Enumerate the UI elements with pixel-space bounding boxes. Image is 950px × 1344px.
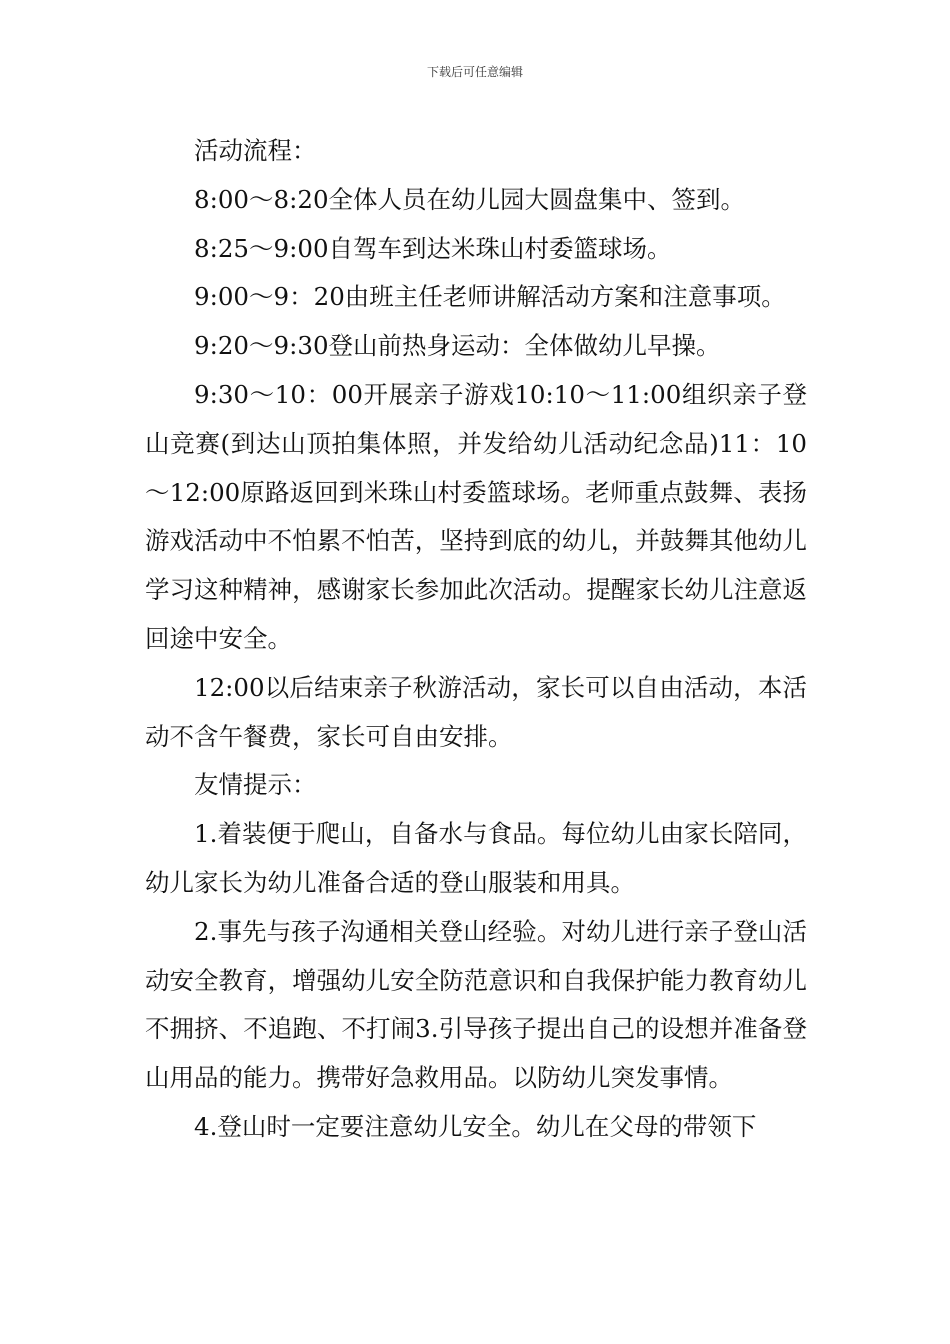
document-body: [145, 127, 807, 1152]
paragraph-schedule-item: 9:30～10：00开展亲子游戏10:10～11:00组织亲子登山竞赛(到达山顶拍集体照，并发给幼儿活动纪念品)11：10～12:00原路返回到米珠山村委篮球场。老师重点鼓舞、表扬游戏活动中不怕累不怕苦，坚持到底的幼儿，并鼓舞其他幼儿学习这种精神，感谢家长参加此次活动。提醒家长幼儿注意返回途中安全。: [145, 379, 807, 653]
paragraph-schedule-item: 9:00～9：20由班主任老师讲解活动方案和注意事项。: [194, 282, 786, 312]
paragraph-tip: 2.事先与孩子沟通相关登山经验。对幼儿进行亲子登山活动安全教育，增强幼儿安全防范意识和自我保护能力教育幼儿不拥挤、不追跑、不打闹3.引导孩子提出自己的设想并准备登山用品的能力。携带好急救用品。以防幼儿突发事情。: [145, 916, 807, 1093]
paragraph-schedule-item: 9:20～9:30登山前热身运动：全体做幼儿早操。: [194, 331, 721, 361]
paragraph-schedule-item: 8:00～8:20全体人员在幼儿园大圆盘集中、签到。: [194, 184, 746, 214]
paragraph-tips-heading: 友情提示：: [194, 770, 317, 800]
page-header: 下载后可任意编辑: [426, 65, 523, 79]
paragraph-tip: 1.着装便于爬山，自备水与食品。每位幼儿由家长陪同，幼儿家长为幼儿准备合适的登山服装和用具。: [145, 819, 807, 897]
paragraph-tip: 4.登山时一定要注意幼儿安全。幼儿在父母的带领下: [194, 1111, 757, 1141]
paragraph-schedule-heading: 活动流程：: [194, 136, 317, 165]
paragraph-schedule-end: 12:00以后结束亲子秋游活动，家长可以自由活动，本活动不含午餐费，家长可自由安排。: [145, 672, 807, 751]
paragraph-schedule-item: 8:25～9:00自驾车到达米珠山村委篮球场。: [194, 233, 672, 263]
